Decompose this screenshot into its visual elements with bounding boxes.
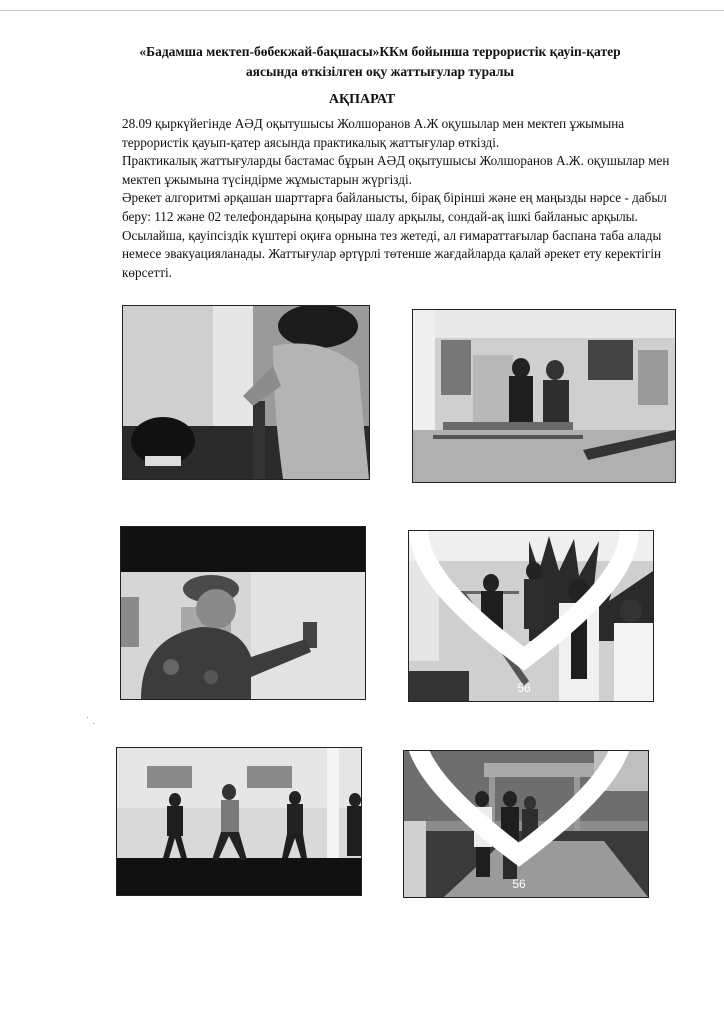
heart-icon (404, 750, 634, 874)
paragraph-1: 28.09 қыркүйегінде АӘД оқытушысы Жолшоранов А.Ж оқушылар мен мектеп ұжымына террористік қауып-қатер аясында практикалық жаттығулар өткізді. (122, 116, 625, 150)
photo-instructor-alarm-button (120, 526, 366, 700)
photo-students-evacuating-outside (403, 750, 649, 898)
scan-edge-line (0, 10, 724, 11)
photo-students-walking-corridor (116, 747, 362, 896)
paragraph-2: Практикалық жаттығуларды бастамас бұрын АӘД оқытушысы Жолшоранов А.Ж. оқушылар мен мектеп ұжымына түсіндірме жұмыстарын жүргізді. (122, 153, 670, 187)
photo-school-entrance-hall (412, 309, 676, 483)
scan-speck: · (92, 718, 96, 729)
document-title (60, 42, 700, 82)
title-line-2: аясында өткізілген оқу жаттығулар туралы (245, 64, 515, 79)
like-count: 56 (517, 681, 531, 695)
heart-icon (409, 530, 639, 678)
document-heading: АҚПАРАТ (328, 92, 396, 107)
photo-students-on-stairs (408, 530, 654, 702)
scan-speck: · (86, 712, 90, 723)
paragraph-3: Әрекет алгоритмі әрқашан шарттарға байланысты, бірақ бірінші және ең маңызды нәрсе - дабыл беру: 112 және 02 телефондарына қоңырау шалу арқылы, сондай-ақ ішкі байланыс арқылы. Осылайша, қауіпсіздік күштері оқиға орнына тез жетеді, ал ғимараттағылар баспана таба алады немесе эвакуацияланады. Жаттығулар әртүрлі төтенше жағдайларда қалай әрекет ету керектігін көрсетті. (122, 190, 667, 280)
like-counter (404, 750, 634, 891)
like-counter (409, 530, 639, 695)
like-count: 56 (512, 877, 526, 891)
photo-woman-at-turnstile (122, 305, 370, 480)
document-body (122, 115, 690, 282)
title-line-1: «Бадамша мектеп-бөбекжай-бақшасы»ККм бойынша террористік қауіп-қатер (139, 44, 621, 59)
